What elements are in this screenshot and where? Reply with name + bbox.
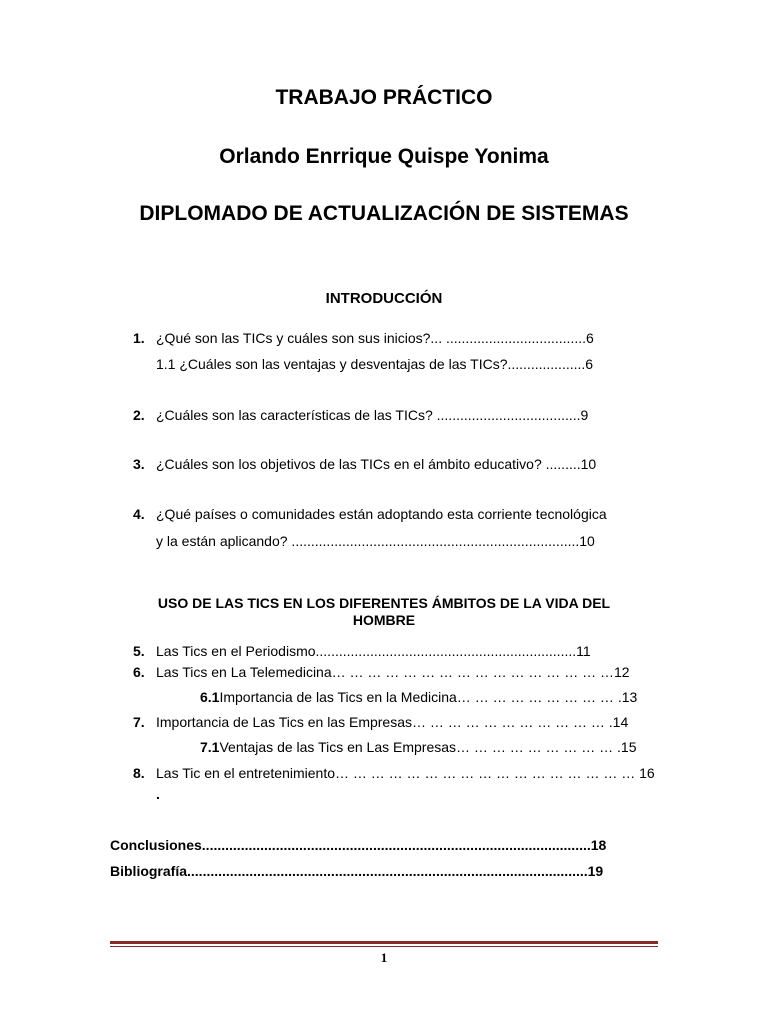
toc-entry-text: Las Tic en el entretenimiento… … … … … … … … … … … … … … … … … 16 — [156, 765, 655, 781]
toc-entry-7-1 — [200, 739, 637, 755]
author-name: Orlando Enrrique Quispe Yonima — [219, 145, 549, 168]
toc-entry-number: 6. — [133, 664, 145, 680]
toc-entry-4 — [133, 506, 607, 522]
list-bullet: . — [156, 786, 160, 802]
toc-entry-number: 6.1 — [200, 689, 220, 705]
toc-entry-7 — [133, 714, 628, 730]
toc-entry-number: 8. — [133, 765, 145, 781]
toc-entry-3 — [133, 456, 596, 472]
toc-entry-number: 1. — [133, 330, 145, 346]
toc-entry-text: ¿Qué son las TICs y cuáles son sus inicios?... ....................................6 — [156, 330, 594, 346]
toc-entry-6 — [133, 664, 630, 680]
toc-entry-text: ¿Cuáles son las características de las TICs? .....................................9 — [156, 407, 589, 423]
toc-entry-text: y la están aplicando? ..........................................................................10 — [156, 533, 595, 549]
footer-rule-thick — [110, 941, 658, 944]
document-title: TRABAJO PRÁCTICO — [275, 86, 493, 109]
toc-entry-1-1 — [156, 356, 593, 372]
toc-entry-4-cont — [156, 533, 595, 549]
toc-entry-text: ¿Qué países o comunidades están adoptando esta corriente tecnológica — [156, 506, 607, 522]
course-title: DIPLOMADO DE ACTUALIZACIÓN DE SISTEMAS — [139, 202, 629, 225]
toc-entry-8 — [133, 765, 655, 781]
toc-entry-text: Las Tics en La Telemedicina… … … … … … … … … … … … … … … …12 — [156, 664, 630, 680]
toc-entry-number: 7.1 — [200, 739, 220, 755]
toc-entry-bibliografia: Bibliografía.......................................................................................................19 — [110, 863, 604, 879]
toc-entry-number: 5. — [133, 643, 145, 659]
toc-entry-text: ¿Cuáles son los objetivos de las TICs en el ámbito educativo? .........10 — [156, 456, 597, 472]
toc-entry-number: 3. — [133, 456, 145, 472]
toc-entry-text: Importancia de Las Tics en las Empresas… … … … … … … … … … … .14 — [156, 714, 629, 730]
toc-entry-number: 4. — [133, 506, 145, 522]
intro-heading: INTRODUCCIÓN — [325, 290, 443, 307]
toc-entry-text: 1.1 ¿Cuáles son las ventajas y desventajas de las TICs?....................6 — [156, 356, 594, 372]
page-number: 1 — [380, 950, 388, 965]
uso-heading-line2: HOMBRE — [352, 612, 416, 628]
toc-entry-6-1 — [200, 689, 637, 705]
toc-entry-number: 7. — [133, 714, 145, 730]
toc-entry-conclusiones: Conclusiones....................................................................................................18 — [110, 837, 607, 853]
toc-entry-text: Las Tics en el Periodismo...................................................................11 — [156, 643, 591, 659]
uso-heading-line1: USO DE LAS TICS EN LOS DIFERENTES ÁMBITOS DE LA VIDA DEL — [157, 595, 611, 611]
toc-entry-text: Ventajas de las Tics en Las Empresas… … … … … … … … … .15 — [219, 739, 637, 755]
footer-rule-thin — [110, 946, 658, 947]
toc-entry-1 — [133, 330, 594, 346]
toc-entry-5 — [133, 643, 591, 659]
toc-entry-text: Importancia de las Tics en la Medicina… … … … … … … … … .13 — [219, 689, 638, 705]
toc-entry-number: 2. — [133, 407, 145, 423]
toc-entry-2 — [133, 407, 588, 423]
